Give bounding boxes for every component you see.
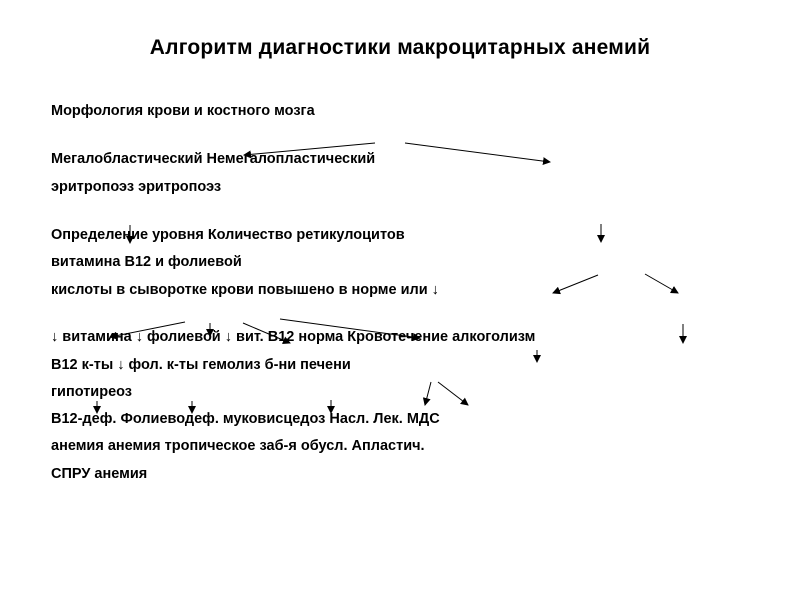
page-title: Алгоритм диагностики макроцитарных анемий [149,36,651,59]
text-line-vitamin: витамина В12 и фолиевой [51,254,242,270]
text-line-sprue: СПРУ анемия [51,466,148,482]
text-line-determination: Определение уровня Количество ретикулоцитов [51,227,405,243]
text-line-deficiency-types: В12-деф. Фолиеводеф. муковисцедоз Насл. Лек. МДС [51,411,440,427]
text-line-deficiency: ↓ витамина ↓ фолиевой ↓ вит. В12 норма Кровотечение алкоголизм [51,329,536,345]
text-line-b12-acid: В12 к-ты ↓ фол. к-ты гемолиз б-ни печени [51,357,351,373]
arrow-liver-left [425,382,431,405]
text-line-megaloblastic: Мегалобластический Немегалопластический [51,151,376,167]
arrow-reticulocytes-left [553,275,598,293]
text-line-morphology: Морфология крови и костного мозга [51,103,315,119]
arrow-reticulocytes-right [645,274,678,293]
text-line-anemia: анемия анемия тропическое заб-я обусл. Апластич. [51,438,425,454]
text-line-serum: кислоты в сыворотке крови повышено в норме или ↓ [51,282,439,298]
arrow-liver-right [438,382,468,405]
text-line-erythropoiesis: эритропоэз эритропоэз [51,179,222,195]
arrow-to-nonmegaloblastic [405,143,550,162]
text-line-hypothyroidism: гипотиреоз [51,384,133,400]
